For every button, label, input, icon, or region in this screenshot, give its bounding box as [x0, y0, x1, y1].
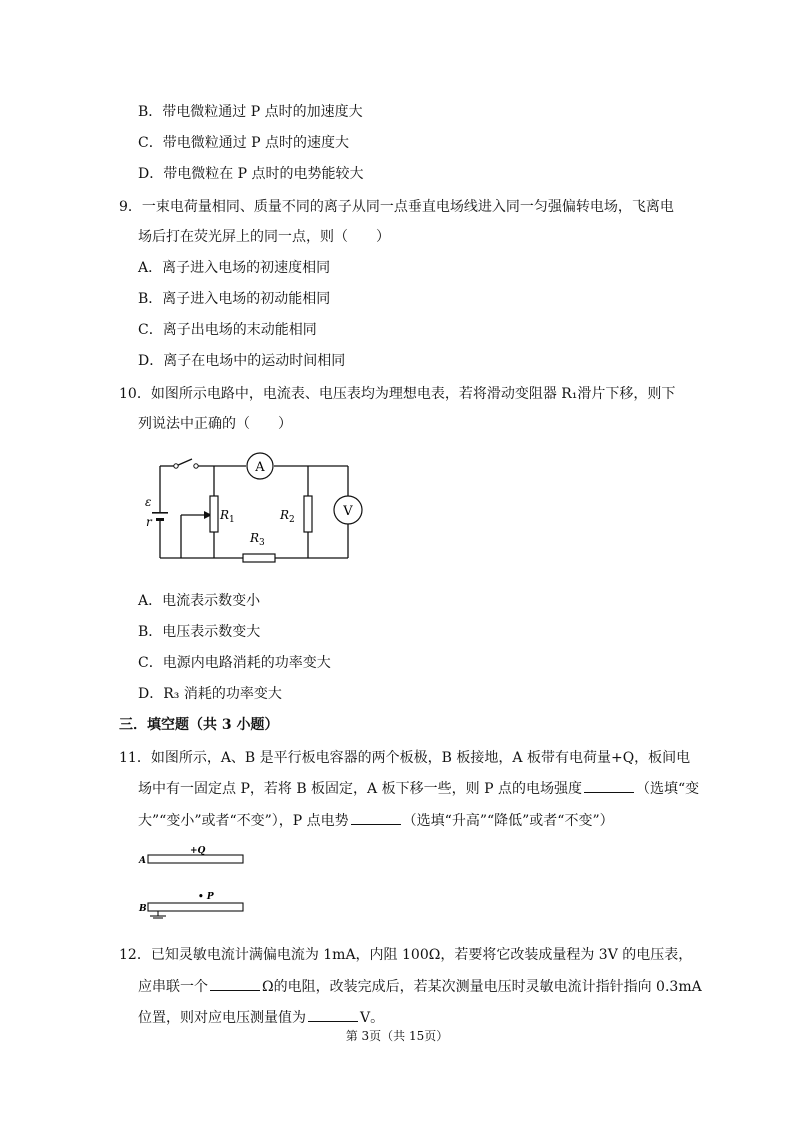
- q10-option-b: B．电压表示数变大: [138, 624, 261, 640]
- circuit-diagram: [140, 448, 370, 568]
- q11-line2: 场中有一固定点 P，若将 B 板固定，A 板下移一些，则 P 点的电场强度 （选填“变: [138, 778, 699, 799]
- resistor-r3: [243, 554, 275, 562]
- plate-a: [148, 855, 243, 863]
- q9-option-c: C．离子出电场的末动能相同: [138, 322, 317, 338]
- page-footer: 第 3页（共 15页）: [345, 1029, 449, 1043]
- q10-stem-line2: 列说法中正确的（ ）: [138, 416, 292, 432]
- q10-stem-line1: 10．如图所示电路中，电流表、电压表均为理想电表，若将滑动变阻器 R₁滑片下移，则下: [119, 386, 676, 402]
- internal-resistance-label: r: [146, 515, 152, 529]
- plate-b: [148, 903, 243, 911]
- plate-b-label: B: [139, 904, 147, 914]
- switch-contact-left: [174, 464, 178, 468]
- ammeter-label: A: [255, 460, 265, 475]
- switch-contact-right: [194, 464, 198, 468]
- charge-label: +Q: [190, 846, 206, 856]
- resistor-r2: [304, 496, 312, 532]
- capacitor-diagram: [138, 845, 248, 920]
- voltmeter-label: V: [343, 504, 353, 519]
- q8-option-c: C．带电微粒通过 P 点时的速度大: [138, 135, 350, 151]
- q12-line1: 12．已知灵敏电流计满偏电流为 1mA，内阻 100Ω，若要将它改装成量程为 3V 的电压表，: [119, 947, 693, 963]
- r3-label: $R_3$: [250, 531, 265, 548]
- r2-label: $R_2$: [280, 508, 295, 525]
- emf-label: ε: [145, 495, 152, 509]
- plate-a-label: A: [139, 856, 146, 866]
- q8-option-d: D．带电微粒在 P 点时的电势能较大: [138, 166, 364, 182]
- r1-label: $R_1$: [220, 508, 235, 525]
- q9-stem-line1: 9．一束电荷量相同、质量不同的离子从同一点垂直电场线进入同一匀强偏转电场，飞离电: [119, 199, 674, 215]
- q11-line3: 大”“变小”或者“不变”），P 点电势 （选填“升高”“降低”或者“不变”）: [138, 810, 614, 831]
- q9-stem-line2: 场后打在荧光屏上的同一点，则（ ）: [138, 229, 390, 245]
- q9-option-b: B．离子进入电场的初动能相同: [138, 291, 331, 307]
- battery-short-plate: [156, 518, 164, 521]
- q9-option-a: A．离子进入电场的初速度相同: [138, 260, 331, 276]
- battery-long-plate: [152, 512, 168, 514]
- q11-blank-field-strength[interactable]: [584, 778, 634, 793]
- q11-line1: 11．如图所示，A、B 是平行板电容器的两个板极，B 板接地，A 板带有电荷量+Q，板间电: [119, 750, 691, 766]
- q12-blank-resistance[interactable]: [210, 976, 260, 991]
- q9-option-d: D．离子在电场中的运动时间相同: [138, 353, 346, 369]
- q12-line3: 位置，则对应电压测量值为 V。: [138, 1007, 384, 1028]
- q12-blank-voltage[interactable]: [308, 1007, 358, 1022]
- q12-line2: 应串联一个 Ω的电阻，改装完成后，若某次测量电压时灵敏电流计指针指向 0.3mA: [138, 976, 702, 997]
- point-p-label: • P: [198, 892, 214, 902]
- q10-option-d: D．R₃ 消耗的功率变大: [138, 686, 282, 702]
- q10-option-a: A．电流表示数变小: [138, 593, 261, 609]
- q8-option-b: B．带电微粒通过 P 点时的加速度大: [138, 104, 363, 120]
- q10-option-c: C．电源内电路消耗的功率变大: [138, 655, 331, 671]
- resistor-r1: [210, 496, 218, 532]
- q11-blank-potential[interactable]: [351, 810, 401, 825]
- section-heading: 三．填空题（共 3 小题）: [119, 717, 279, 733]
